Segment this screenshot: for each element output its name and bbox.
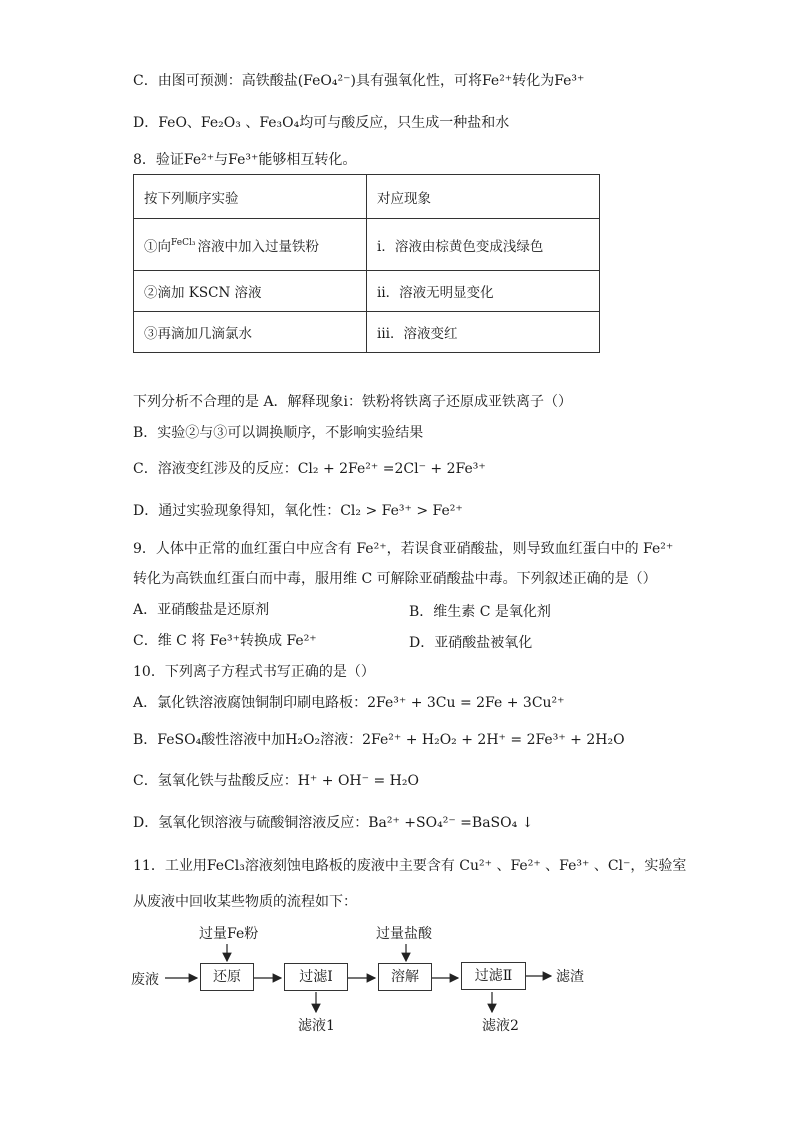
q9-option-d: D．亚硝酸盐被氧化 xyxy=(409,635,533,651)
q9-option-c: C．维 C 将 Fe³⁺转换成 Fe²⁺ xyxy=(133,633,317,649)
step-prefix: ①向 xyxy=(144,238,171,255)
q9-option-a: A．亚硝酸盐是还原剂 xyxy=(133,602,270,618)
flow-residue-label: 滤渣 xyxy=(556,969,584,985)
table-cell-phenomenon: ⅰ．溶液由棕黄色变成浅绿色 xyxy=(367,219,600,271)
q9-stem-line-2: 转化为高铁血红蛋白而中毒，服用维 C 可解除亚硝酸盐中毒。下列叙述正确的是（） xyxy=(133,571,657,587)
q11-stem-line-2: 从废液中回收某些物质的流程如下： xyxy=(133,894,357,910)
flow-step-filter-1: 过滤Ⅰ xyxy=(284,963,348,991)
q10-option-a: A．氯化铁溶液腐蚀铜制印刷电路板：2Fe³⁺ + 3Cu = 2Fe + 3Cu²⁺ xyxy=(133,695,565,711)
table-cell-step: ③再滴加几滴氯水 xyxy=(134,312,367,353)
q8-stem: 8．验证Fe²⁺与Fe³⁺能够相互转化。 xyxy=(133,152,357,168)
q8-option-c: C．溶液变红涉及的反应：Cl₂ + 2Fe²⁺ =2Cl⁻ + 2Fe³⁺ xyxy=(133,461,486,477)
q7-option-d: D．FeO、Fe₂O₃ 、Fe₃O₄均可与酸反应，只生成一种盐和水 xyxy=(133,115,510,131)
flow-step-reduce: 还原 xyxy=(200,963,254,991)
table-cell-phenomenon: ⅲ．溶液变红 xyxy=(367,312,600,353)
table-cell-step: ②滴加 KSCN 溶液 xyxy=(134,271,367,312)
q8-option-d: D．通过实验现象得知，氧化性：Cl₂ > Fe³⁺ > Fe²⁺ xyxy=(133,503,463,519)
table-cell-phenomenon: ⅱ．溶液无明显变化 xyxy=(367,271,600,312)
flow-input-label: 废液 xyxy=(131,972,159,988)
q8-option-b: B．实验②与③可以调换顺序，不影响实验结果 xyxy=(133,425,424,441)
q10-option-c: C．氢氧化铁与盐酸反应：H⁺ + OH⁻ = H₂O xyxy=(133,773,419,789)
q10-option-b: B．FeSO₄酸性溶液中加H₂O₂溶液：2Fe²⁺ + H₂O₂ + 2H⁺ = 2Fe³⁺ + 2H₂O xyxy=(133,732,625,748)
q11-stem-line-1: 11．工业用FeCl₃溶液刻蚀电路板的废液中主要含有 Cu²⁺ 、Fe²⁺ 、Fe³⁺ 、Cl⁻，实验室 xyxy=(133,858,687,874)
flow-filtrate-2-label: 滤液2 xyxy=(482,1018,519,1034)
q7-option-c: C．由图可预测：高铁酸盐(FeO₄²⁻)具有强氧化性，可将Fe²⁺转化为Fe³⁺ xyxy=(133,73,585,89)
q8-question: 下列分析不合理的是 A．解释现象ⅰ：铁粉将铁离子还原成亚铁离子（） xyxy=(133,394,573,410)
flow-filtrate-1-label: 滤液1 xyxy=(298,1018,335,1034)
flow-add-hcl-label: 过量盐酸 xyxy=(376,926,432,942)
flow-add-fe-label: 过量Fe粉 xyxy=(199,926,259,942)
flow-step-filter-2: 过滤Ⅱ xyxy=(461,962,526,990)
step-formula: FeCl₃ xyxy=(171,237,196,248)
flow-step-dissolve: 溶解 xyxy=(378,963,432,991)
q10-option-d: D．氢氧化钡溶液与硫酸铜溶液反应：Ba²⁺ +SO₄²⁻ =BaSO₄ ↓ xyxy=(133,815,534,831)
q10-stem: 10．下列离子方程式书写正确的是（） xyxy=(133,664,375,680)
q9-stem-line-1: 9．人体中正常的血红蛋白中应含有 Fe²⁺，若误食亚硝酸盐，则导致血红蛋白中的 Fe²⁺ xyxy=(133,541,674,557)
table-header-cell: 对应现象 xyxy=(367,175,600,219)
step-suffix: 溶液中加入过量铁粉 xyxy=(197,238,319,255)
table-header-cell: 按下列顺序实验 xyxy=(134,175,367,219)
q9-option-b: B．维生素 C 是氧化剂 xyxy=(409,604,551,620)
